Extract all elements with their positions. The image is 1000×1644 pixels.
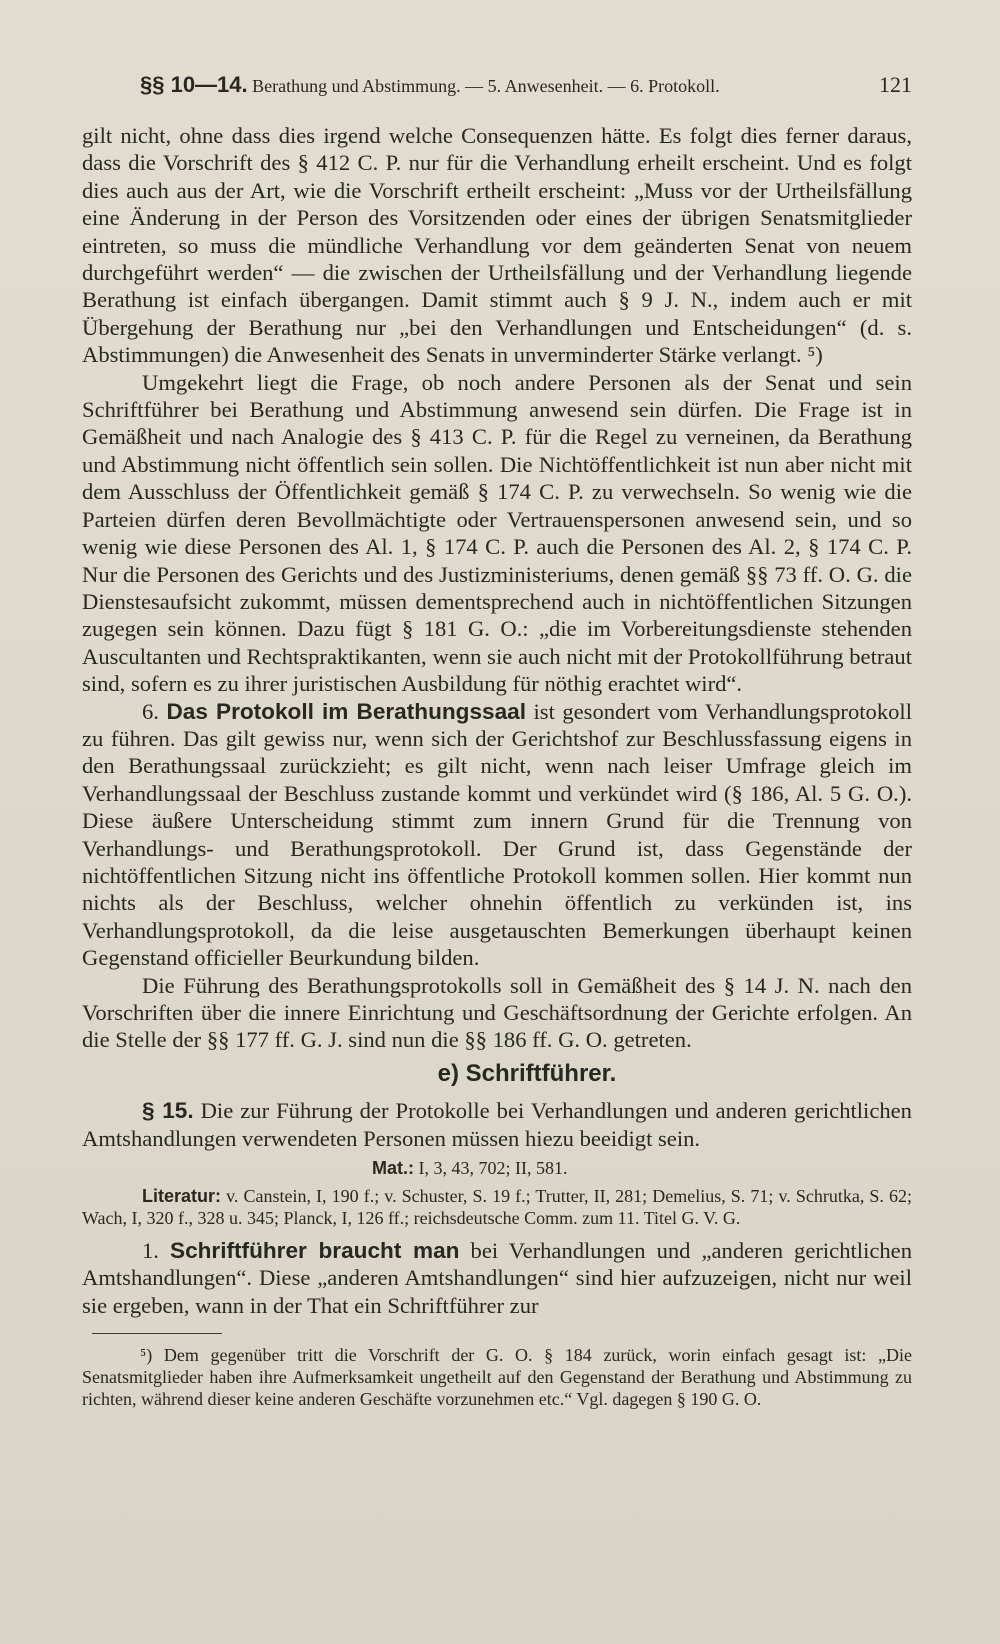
literatur [82, 1185, 912, 1229]
literatur-label: Literatur: [142, 1186, 222, 1207]
section-number: § 15. [142, 1098, 194, 1124]
header-topics: Berathung und Abstimmung. — 5. Anwesenheit. — 6. Protokoll. [252, 76, 720, 96]
item-number: 6. [142, 698, 159, 724]
main-text-continued [82, 1237, 912, 1319]
item-text: ist gesondert vom Verhandlungsprotokoll zu führen. Das gilt gewiss nur, wenn sich der Gerichtshof zur Beschlussfassung eigens in den Berathungssaal zurückzieht; es gilt nicht, wenn nach leiser Umfrage gleich im Verhandlungssaal der Beschluss zustande kommt und verkündet wird (§ 186, Al. 5 G. O.). Diese äußere Unterscheidung stimmt zum innern Grund für die Trennung von Verhandlungs- und Berathungsprotokoll. Der Grund ist, dass Gegenstände der nichtöffentlichen Sitzung nicht ins öffentliche Protokoll kommen sollen. Hier kommt nun nichts als der Beschluss, welcher ohnehin öffentlich zu verkünden ist, ins Verhandlungsprotokoll, da die leise ausgetauschten Bemerkungen überhaupt keinen Gegenstand officieller Beurkundung bilden. [82, 698, 912, 971]
materialien [372, 1158, 912, 1179]
running-header [140, 72, 912, 98]
literatur-text: v. Canstein, I, 190 f.; v. Schuster, S. 19 f.; Trutter, II, 281; Demelius, S. 71; v. Schrutka, S. 62; Wach, I, 320 f., 328 u. 345; Planck, I, 126 ff.; reichsdeutsche Comm. zum 11. Titel G. V. G. [82, 1186, 912, 1229]
paragraph-continued: gilt nicht, ohne dass dies irgend welche Consequenzen hätte. Es folgt dies ferner daraus, dass die Vorschrift des § 412 C. P. nur für die Verhandlung erheilt erscheint. Und es folgt dies auch aus der Art, wie die Vorschrift ertheilt erscheint: „Muss vor der Urtheilsfällung eine Änderung in der Person des Vorsitzenden oder eines der übrigen Senatsmitglieder eintreten, so muss die mündliche Verhandlung vor dem geänderten Senat von neuem durchgeführt werden“ — die zwischen der Urtheilsfällung und der Verhandlung liegende Berathung ist einfach übergangen. Damit stimmt auch § 9 J. N., indem auch er mit Übergehung der Berathung nur „bei den Verhandlungen und Entscheidungen“ (d. s. Abstimmungen) die Anwesenheit des Senats in unverminderter Stärke verlangt. ⁵) [82, 123, 912, 368]
section-range: §§ 10—14. [140, 72, 248, 97]
footnotes [82, 1344, 912, 1410]
footnote-5: ⁵) Dem gegenüber tritt die Vorschrift der G. O. § 184 zurück, worin einfach gesagt ist: „Die Senatsmitglieder haben ihre Aufmerksamkeit ungetheilt auf den Gegenstand der Berathung und Abstimmung zu richten, während dieser keine anderen Geschäfte vorzunehmen etc.“ Vgl. dagegen § 190 G. O. [82, 1345, 912, 1410]
item-lead: Schriftführer braucht man [170, 1238, 460, 1264]
paragraph-fuehrung: Die Führung des Berathungsprotokolls soll in Gemäßheit des § 14 J. N. nach den Vorschriften über die innere Einrichtung und Geschäftsordnung der Gerichte erfolgen. An die Stelle der §§ 177 ff. G. J. sind nun die §§ 186 ff. G. O. getreten. [82, 972, 912, 1053]
main-text [82, 122, 912, 1152]
paragraph-schriftfuehrer [82, 1237, 912, 1319]
item-lead: Das Protokoll im Berathungssaal [166, 698, 527, 724]
item-text: bei Verhandlungen und „anderen gerichtlichen Amtshandlungen“. Diese „anderen Amtshandlungen“ sind hier aufzuzeigen, nicht nur weil sie ergeben, wann in der That ein Schriftführer zur [82, 1238, 912, 1318]
section-heading: e) Schriftführer. [437, 1059, 617, 1087]
footnote-divider [92, 1333, 222, 1334]
item-number: 1. [142, 1238, 159, 1264]
materialien-text: I, 3, 43, 702; II, 581. [414, 1158, 568, 1179]
section-text: Die zur Führung der Protokolle bei Verhandlungen und anderen gerichtlichen Amtshandlungen verwendeten Personen müssen hiezu beeidigt sein. [82, 1098, 912, 1151]
page-number: 121 [879, 72, 912, 97]
paragraph-umgekehrt: Umgekehrt liegt die Frage, ob noch andere Personen als der Senat und sein Schriftführer bei Berathung und Abstimmung anwesend sein dürfen. Die Frage ist in Gemäßheit und nach Analogie des § 413 C. P. für die Regel zu verneinen, da Berathung und Abstimmung nicht öffentlich sein sollen. Die Nichtöffentlichkeit ist nun aber nicht mit dem Ausschluss der Öffentlichkeit gemäß § 174 C. P. zu verwechseln. So wenig wie die Parteien dürfen deren Bevollmächtigte oder Vertrauenspersonen anwesend sein, und so wenig wie diese Personen des Al. 1, § 174 C. P. auch die Personen des Al. 2, § 174 C. P. Nur die Personen des Gerichts und des Justizministeriums, denen gemäß §§ 73 ff. O. G. die Dienstesaufsicht zukommt, müssen dementsprechend auch in nichtöffentlichen Sitzungen zugegen sein können. Dazu fügt § 181 G. O.: „die im Vorbereitungsdienste stehenden Auscultanten und Rechtspraktikanten, wenn sie auch nicht mit der Protokollführung betraut sind, sofern es zu ihrer juristischen Ausbildung für nöthig erachtet wird“. [82, 369, 912, 697]
materialien-label: Mat.: [372, 1158, 414, 1179]
paragraph-protokoll [82, 698, 912, 972]
paragraph-section-15 [82, 1097, 912, 1152]
